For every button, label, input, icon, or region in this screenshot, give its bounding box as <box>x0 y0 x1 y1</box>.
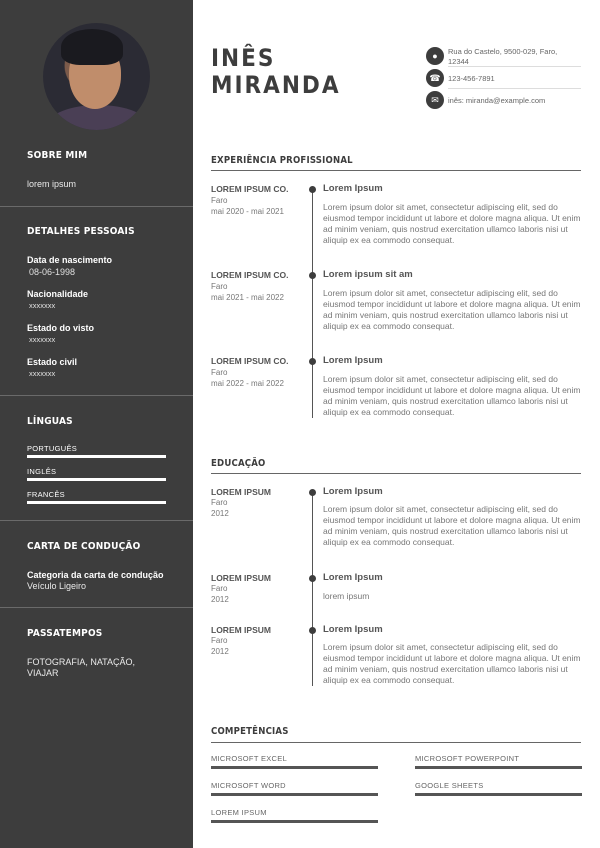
sidebar-divider <box>0 395 193 396</box>
education-description: lorem ipsum <box>323 591 370 601</box>
email-text[interactable]: inês: miranda@example.com <box>448 96 546 105</box>
visa-value: xxxxxxx <box>29 335 56 344</box>
skill-label: MICROSOFT EXCEL <box>211 754 288 763</box>
experience-title: Lorem ipsum sit am <box>323 269 413 280</box>
timeline-dot <box>309 186 316 193</box>
experience-org: LOREM IPSUM CO. <box>211 356 289 366</box>
experience-description: Lorem ipsum dolor sit amet, consectetur adipiscing elit, sed do eiusmod tempor incididunt ut labore et dolore magna aliqua. Ut enim ad minim veniam, quis nostrud exercitation ullamco laboris nisi ut aliquip ex ea commodo consequat. <box>323 374 581 417</box>
nationality-label: Nacionalidade <box>27 289 89 299</box>
skill-label: LOREM IPSUM <box>211 808 267 817</box>
driving-heading: CARTA DE CONDUÇÃO <box>27 541 141 552</box>
experience-dates: mai 2020 - mai 2021 <box>211 207 284 216</box>
sidebar-divider <box>0 520 193 521</box>
education-year: 2012 <box>211 647 229 656</box>
language-level-bar <box>27 478 166 481</box>
education-org: LOREM IPSUM <box>211 487 271 497</box>
timeline-dot <box>309 489 316 496</box>
skill-level-bar <box>415 766 582 769</box>
experience-city: Faro <box>211 282 228 291</box>
languages-heading: LÍNGUAS <box>27 416 73 427</box>
timeline-dot <box>309 627 316 634</box>
experience-dates: mai 2022 - mai 2022 <box>211 379 284 388</box>
skill-label: MICROSOFT POWERPOINT <box>415 754 520 763</box>
sidebar-divider <box>0 206 193 207</box>
skill-level-bar <box>211 766 378 769</box>
mail-icon: ✉ <box>426 91 444 109</box>
address-text: Rua do Castelo, 9500-029, Faro, 12344 <box>448 47 558 66</box>
skill-label: MICROSOFT WORD <box>211 781 286 790</box>
section-rule <box>211 742 581 743</box>
phone-icon: ☎ <box>426 69 444 87</box>
language-label: FRANCÊS <box>27 490 65 499</box>
marital-label: Estado civil <box>27 357 78 367</box>
phone-text[interactable]: 123-456-7891 <box>448 74 495 83</box>
education-title: Lorem Ipsum <box>323 486 383 497</box>
sidebar-divider <box>0 607 193 608</box>
experience-description: Lorem ipsum dolor sit amet, consectetur adipiscing elit, sed do eiusmod tempor incididunt ut labore et dolore magna aliqua. Ut enim ad minim veniam, quis nostrud exercitation ullamco laboris nisi ut aliquip ex ea commodo consequat. <box>323 288 581 331</box>
experience-title: Lorem Ipsum <box>323 183 383 194</box>
birthdate-value: 08-06-1998 <box>29 267 76 277</box>
timeline-dot <box>309 575 316 582</box>
experience-heading: EXPERIÊNCIA PROFISSIONAL <box>211 155 353 166</box>
education-title: Lorem Ipsum <box>323 572 383 583</box>
education-city: Faro <box>211 498 228 507</box>
experience-city: Faro <box>211 368 228 377</box>
personal-heading: DETALHES PESSOAIS <box>27 226 135 237</box>
hobbies-heading: PASSATEMPOS <box>27 628 103 639</box>
nationality-value: xxxxxxx <box>29 301 56 310</box>
first-name: INÊS <box>211 44 276 72</box>
hobbies-text: FOTOGRAFIA, NATAÇÃO, <box>27 657 136 667</box>
profile-photo <box>43 23 150 130</box>
skill-label: GOOGLE SHEETS <box>415 781 484 790</box>
language-label: PORTUGUÊS <box>27 444 78 453</box>
experience-org: LOREM IPSUM CO. <box>211 270 289 280</box>
about-text: lorem ipsum <box>27 179 77 189</box>
timeline-dot <box>309 272 316 279</box>
last-name: MIRANDA <box>211 71 341 99</box>
experience-city: Faro <box>211 196 228 205</box>
education-timeline <box>312 492 313 686</box>
skills-heading: COMPETÊNCIAS <box>211 726 289 737</box>
marital-value: xxxxxxx <box>29 369 56 378</box>
education-city: Faro <box>211 636 228 645</box>
education-description: Lorem ipsum dolor sit amet, consectetur adipiscing elit, sed do eiusmod tempor incididunt ut labore et dolore magna aliqua. Ut enim ad minim veniam, quis nostrud exercitation ullamco laboris nisi ut aliquip ex ea commodo consequat. <box>323 642 581 685</box>
license-category-value: Veículo Ligeiro <box>27 581 87 591</box>
birthdate-label: Data de nascimento <box>27 255 113 265</box>
education-org: LOREM IPSUM <box>211 625 271 635</box>
language-level-bar <box>27 455 166 458</box>
skill-level-bar <box>415 793 582 796</box>
license-category-label: Categoria da carta de condução <box>27 570 164 580</box>
experience-org: LOREM IPSUM CO. <box>211 184 289 194</box>
experience-timeline <box>312 188 313 418</box>
experience-description: Lorem ipsum dolor sit amet, consectetur adipiscing elit, sed do eiusmod tempor incididunt ut labore et dolore magna aliqua. Ut enim ad minim veniam, quis nostrud exercitation ullamco laboris nisi ut aliquip ex ea commodo consequat. <box>323 202 581 245</box>
location-pin-icon: ● <box>426 47 444 65</box>
hobbies-text: VIAJAR <box>27 668 59 678</box>
education-city: Faro <box>211 584 228 593</box>
education-description: Lorem ipsum dolor sit amet, consectetur adipiscing elit, sed do eiusmod tempor incididunt ut labore et dolore magna aliqua. Ut enim ad minim veniam, quis nostrud exercitation ullamco laboris nisi ut aliquip ex ea commodo consequat. <box>323 504 581 547</box>
education-year: 2012 <box>211 509 229 518</box>
timeline-dot <box>309 358 316 365</box>
education-year: 2012 <box>211 595 229 604</box>
education-title: Lorem Ipsum <box>323 624 383 635</box>
language-level-bar <box>27 501 166 504</box>
contact-divider <box>448 66 581 67</box>
experience-dates: mai 2021 - mai 2022 <box>211 293 284 302</box>
experience-title: Lorem Ipsum <box>323 355 383 366</box>
education-org: LOREM IPSUM <box>211 573 271 583</box>
about-heading: SOBRE MIM <box>27 150 88 161</box>
visa-label: Estado do visto <box>27 323 95 333</box>
contact-divider <box>448 88 581 89</box>
section-rule <box>211 473 581 474</box>
language-label: INGLÊS <box>27 467 57 476</box>
sidebar <box>0 0 193 848</box>
section-rule <box>211 170 581 171</box>
skill-level-bar <box>211 820 378 823</box>
education-heading: EDUCAÇÃO <box>211 458 266 469</box>
skill-level-bar <box>211 793 378 796</box>
